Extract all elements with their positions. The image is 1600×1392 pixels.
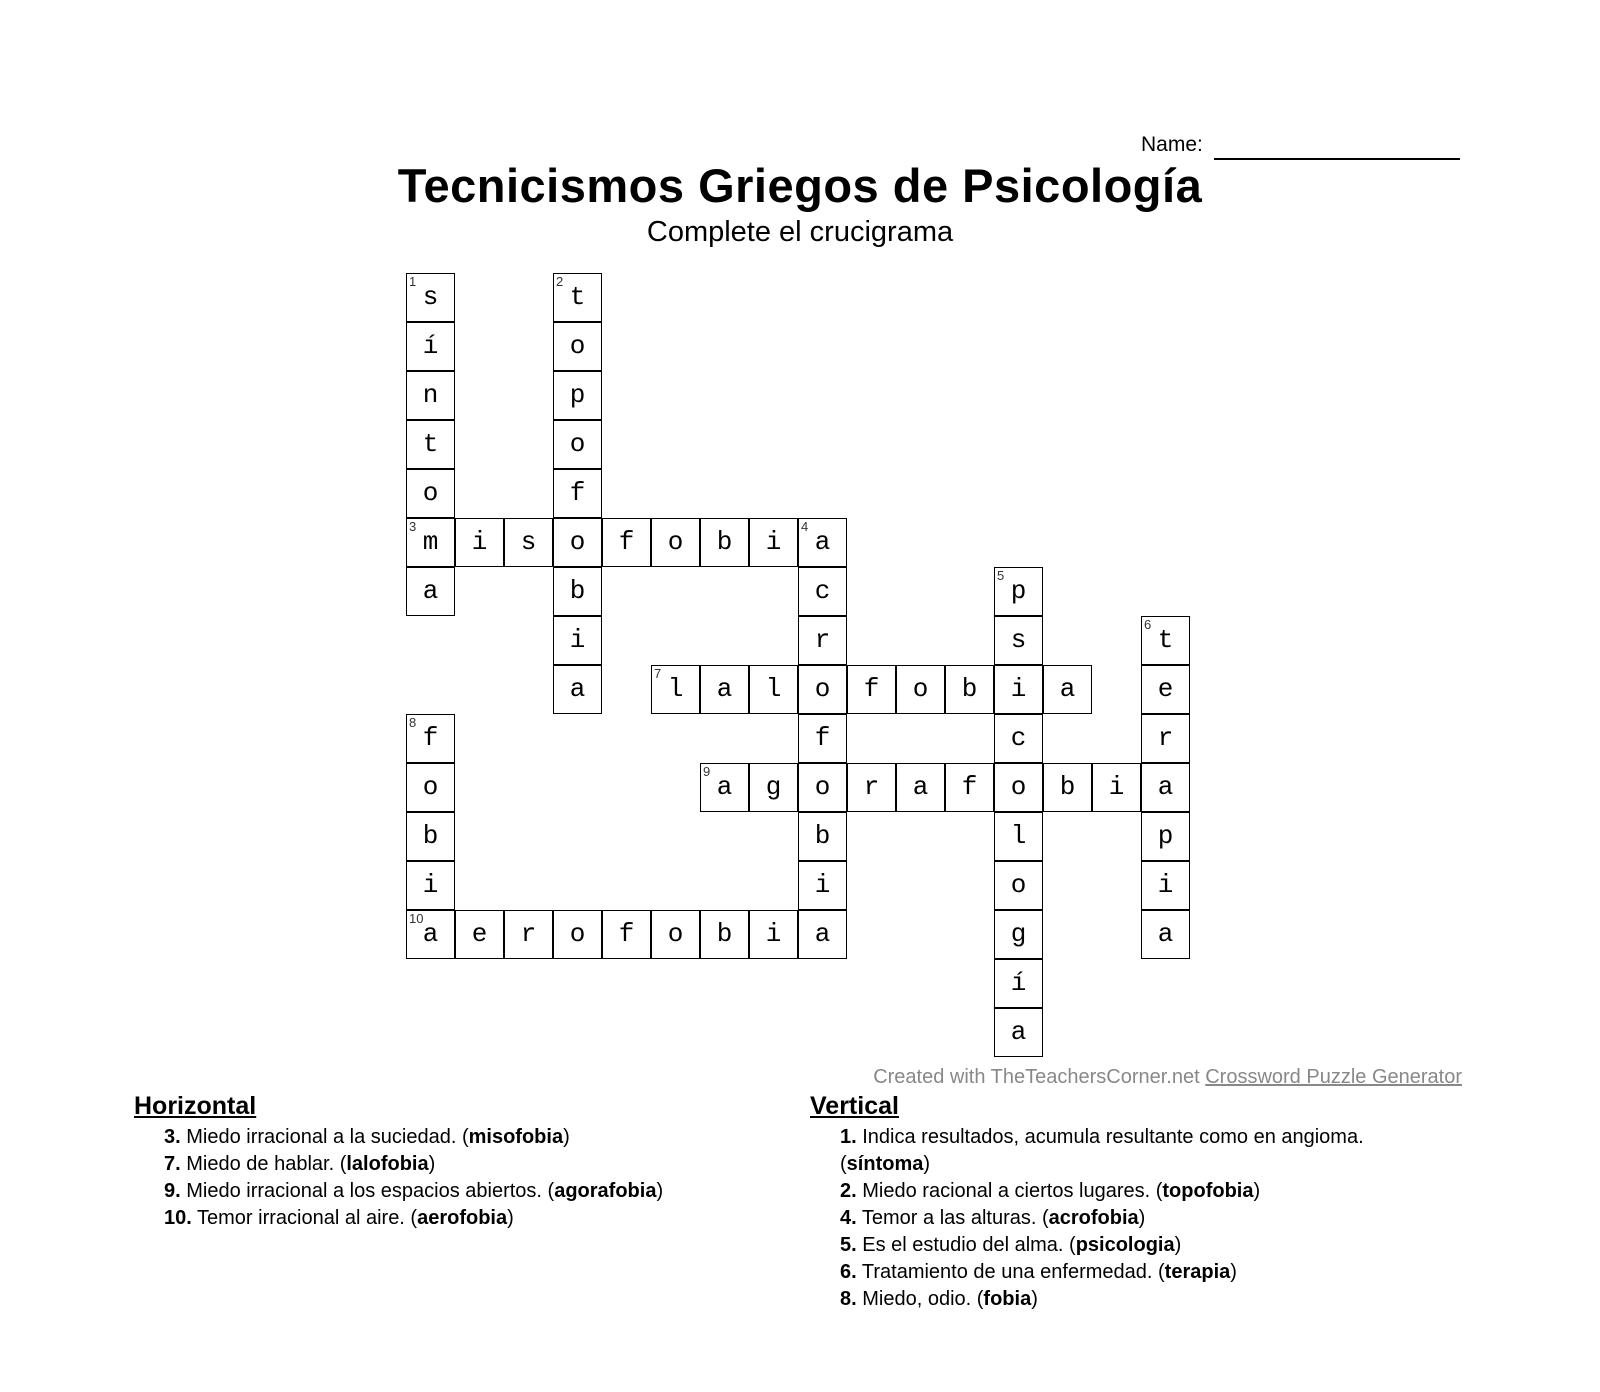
grid-cell[interactable] bbox=[1141, 616, 1190, 665]
clue-number: 9 bbox=[703, 764, 711, 779]
grid-cell[interactable] bbox=[553, 616, 602, 665]
grid-cell[interactable] bbox=[945, 665, 994, 714]
grid-cell[interactable] bbox=[798, 861, 847, 910]
cell-letter: c bbox=[1010, 723, 1027, 753]
cell-letter: i bbox=[1010, 674, 1027, 704]
cell-letter: m bbox=[422, 527, 439, 557]
cell-letter: b bbox=[961, 674, 978, 704]
page-title: Tecnicismos Griegos de Psicología bbox=[397, 159, 1203, 212]
cell-letter: c bbox=[814, 576, 831, 606]
cell-letter: f bbox=[863, 674, 880, 704]
grid-cell[interactable] bbox=[994, 567, 1043, 616]
grid-cell[interactable] bbox=[700, 910, 749, 959]
clue-item: 3. Miedo irracional a la suciedad. (misofobia) bbox=[164, 1126, 570, 1148]
cell-letter: e bbox=[1157, 674, 1174, 704]
grid-cell[interactable] bbox=[406, 910, 455, 959]
cell-letter: f bbox=[569, 478, 586, 508]
clue-number: 10 bbox=[409, 911, 424, 926]
clue-number: 4 bbox=[801, 519, 809, 534]
grid-cell[interactable] bbox=[798, 665, 847, 714]
grid-cell[interactable] bbox=[1043, 763, 1092, 812]
clue-item: 5. Es el estudio del alma. (psicologia) bbox=[840, 1234, 1182, 1256]
page-subtitle: Complete el crucigrama bbox=[646, 216, 954, 248]
cell-letter: g bbox=[765, 772, 782, 802]
grid-cell[interactable] bbox=[700, 518, 749, 567]
cell-letter: í bbox=[422, 331, 439, 361]
grid-cell[interactable] bbox=[847, 665, 896, 714]
clue-item: 9. Miedo irracional a los espacios abiertos. (agorafobia) bbox=[164, 1180, 664, 1202]
cell-letter: s bbox=[520, 527, 537, 557]
cell-letter: f bbox=[422, 723, 439, 753]
cell-letter: g bbox=[1010, 919, 1027, 949]
grid-cell[interactable] bbox=[896, 763, 945, 812]
clue-item: 4. Temor a las alturas. (acrofobia) bbox=[840, 1207, 1146, 1229]
cell-letter: i bbox=[422, 870, 439, 900]
grid-cell[interactable] bbox=[553, 518, 602, 567]
credit-line bbox=[710, 1066, 1462, 1089]
cell-letter: i bbox=[1108, 772, 1125, 802]
grid-cell[interactable] bbox=[1141, 812, 1190, 861]
cell-letter: o bbox=[569, 331, 586, 361]
grid-cell[interactable] bbox=[749, 665, 798, 714]
cell-letter: o bbox=[667, 919, 684, 949]
cell-letter: r bbox=[863, 772, 880, 802]
vertical-clues bbox=[810, 1093, 1400, 1313]
grid-cell[interactable] bbox=[1141, 714, 1190, 763]
cell-letter: í bbox=[1010, 968, 1027, 998]
grid-cell[interactable] bbox=[798, 567, 847, 616]
grid-cell[interactable] bbox=[798, 518, 847, 567]
cell-letter: s bbox=[422, 282, 439, 312]
cell-letter: r bbox=[1157, 723, 1174, 753]
grid-cell[interactable] bbox=[700, 763, 749, 812]
cell-letter: s bbox=[1010, 625, 1027, 655]
grid-cell[interactable] bbox=[553, 371, 602, 420]
cell-letter: o bbox=[569, 429, 586, 459]
cell-letter: o bbox=[422, 478, 439, 508]
cell-letter: b bbox=[716, 527, 733, 557]
clue-number: 6 bbox=[1144, 617, 1152, 632]
cell-letter: o bbox=[814, 674, 831, 704]
grid-cell[interactable] bbox=[700, 665, 749, 714]
grid-cell[interactable] bbox=[1141, 861, 1190, 910]
grid-cell[interactable] bbox=[749, 763, 798, 812]
cell-letter: f bbox=[618, 919, 635, 949]
grid-cell[interactable] bbox=[994, 714, 1043, 763]
grid-cell[interactable] bbox=[994, 1008, 1043, 1057]
cell-letter: l bbox=[765, 674, 782, 704]
cell-letter: o bbox=[422, 772, 439, 802]
grid-cell[interactable] bbox=[994, 616, 1043, 665]
grid-cell[interactable] bbox=[504, 910, 553, 959]
cell-letter: a bbox=[814, 919, 831, 949]
grid-cell[interactable] bbox=[651, 665, 700, 714]
cell-letter: o bbox=[569, 919, 586, 949]
grid-cell[interactable] bbox=[406, 469, 455, 518]
grid-cell[interactable] bbox=[553, 469, 602, 518]
grid-cell[interactable] bbox=[994, 812, 1043, 861]
grid-cell[interactable] bbox=[553, 910, 602, 959]
cell-letter: f bbox=[961, 772, 978, 802]
cell-letter: b bbox=[569, 576, 586, 606]
cell-letter: f bbox=[814, 723, 831, 753]
grid-cell[interactable] bbox=[602, 910, 651, 959]
grid-cell[interactable] bbox=[406, 420, 455, 469]
clue-item: 7. Miedo de hablar. (lalofobia) bbox=[164, 1153, 436, 1175]
grid-cell[interactable] bbox=[406, 567, 455, 616]
cell-letter: i bbox=[569, 625, 586, 655]
grid-cell[interactable] bbox=[749, 910, 798, 959]
clue-item: 2. Miedo racional a ciertos lugares. (topofobia) bbox=[840, 1180, 1261, 1202]
cell-letter: b bbox=[716, 919, 733, 949]
clue-number: 2 bbox=[556, 274, 564, 289]
cell-letter: b bbox=[814, 821, 831, 851]
cell-letter: r bbox=[814, 625, 831, 655]
grid-cell[interactable] bbox=[945, 763, 994, 812]
grid-cell[interactable] bbox=[994, 910, 1043, 959]
cell-letter: a bbox=[422, 919, 439, 949]
cell-letter: l bbox=[667, 674, 684, 704]
grid-cell[interactable] bbox=[455, 518, 504, 567]
grid-cell[interactable] bbox=[994, 763, 1043, 812]
clue-item: 1. Indica resultados, acumula resultante como en angioma. (síntoma) bbox=[840, 1126, 1364, 1175]
grid-cell[interactable] bbox=[651, 910, 700, 959]
grid-cell[interactable] bbox=[994, 665, 1043, 714]
cell-letter: o bbox=[667, 527, 684, 557]
clue-number: 1 bbox=[409, 274, 417, 289]
cell-letter: i bbox=[765, 919, 782, 949]
cell-letter: i bbox=[765, 527, 782, 557]
cell-letter: o bbox=[569, 527, 586, 557]
grid-cell[interactable] bbox=[406, 322, 455, 371]
grid-cell[interactable] bbox=[553, 273, 602, 322]
grid-cell[interactable] bbox=[406, 518, 455, 567]
cell-letter: t bbox=[422, 429, 439, 459]
cell-letter: a bbox=[1059, 674, 1076, 704]
grid-cell[interactable] bbox=[1043, 665, 1092, 714]
cell-letter: i bbox=[1157, 870, 1174, 900]
grid-cell[interactable] bbox=[406, 371, 455, 420]
cell-letter: a bbox=[716, 772, 733, 802]
grid-cell[interactable] bbox=[553, 420, 602, 469]
cell-letter: b bbox=[1059, 772, 1076, 802]
clue-number: 3 bbox=[409, 519, 417, 534]
cell-letter: o bbox=[1010, 772, 1027, 802]
grid-cell[interactable] bbox=[798, 616, 847, 665]
grid-cell[interactable] bbox=[406, 812, 455, 861]
cell-letter: o bbox=[1010, 870, 1027, 900]
grid-cell[interactable] bbox=[455, 910, 504, 959]
grid-cell[interactable] bbox=[406, 273, 455, 322]
clue-number: 8 bbox=[409, 715, 417, 730]
grid-cell[interactable] bbox=[1092, 763, 1141, 812]
cell-letter: a bbox=[912, 772, 929, 802]
cell-letter: b bbox=[422, 821, 439, 851]
cell-letter: t bbox=[1157, 625, 1174, 655]
credit-prefix: Created with TheTeachersCorner.net bbox=[873, 1066, 1206, 1088]
cell-letter: n bbox=[422, 380, 439, 410]
cell-letter: a bbox=[814, 527, 831, 557]
grid-cell[interactable] bbox=[798, 714, 847, 763]
cell-letter: p bbox=[569, 380, 586, 410]
grid-cell[interactable] bbox=[798, 763, 847, 812]
grid-cell[interactable] bbox=[749, 518, 798, 567]
horizontal-clues bbox=[134, 1093, 694, 1232]
cell-letter: l bbox=[1010, 821, 1027, 851]
cell-letter: a bbox=[569, 674, 586, 704]
cell-letter: a bbox=[1010, 1017, 1027, 1047]
grid-cell[interactable] bbox=[504, 518, 553, 567]
horizontal-heading: Horizontal bbox=[134, 1092, 257, 1120]
grid-cell[interactable] bbox=[553, 322, 602, 371]
grid-cell[interactable] bbox=[1141, 763, 1190, 812]
cell-letter: a bbox=[1157, 919, 1174, 949]
cell-letter: o bbox=[912, 674, 929, 704]
cell-letter: o bbox=[814, 772, 831, 802]
grid-cell[interactable] bbox=[896, 665, 945, 714]
grid-cell[interactable] bbox=[406, 714, 455, 763]
clue-item: 10. Temor irracional al aire. (aerofobia) bbox=[164, 1207, 514, 1229]
cell-letter: f bbox=[618, 527, 635, 557]
grid-cell[interactable] bbox=[651, 518, 700, 567]
vertical-heading: Vertical bbox=[810, 1092, 899, 1120]
grid-cell[interactable] bbox=[994, 861, 1043, 910]
cell-letter: r bbox=[520, 919, 537, 949]
grid-cell[interactable] bbox=[553, 567, 602, 616]
grid-cell[interactable] bbox=[406, 861, 455, 910]
clue-number: 7 bbox=[654, 666, 662, 681]
grid-cell[interactable] bbox=[1141, 910, 1190, 959]
cell-letter: a bbox=[422, 576, 439, 606]
cell-letter: t bbox=[569, 282, 586, 312]
grid-cell[interactable] bbox=[553, 665, 602, 714]
name-label: Name: bbox=[1141, 133, 1203, 156]
grid-cell[interactable] bbox=[406, 763, 455, 812]
clue-item: 6. Tratamiento de una enfermedad. (terapia) bbox=[840, 1261, 1237, 1283]
grid-cell[interactable] bbox=[798, 910, 847, 959]
grid-cell[interactable] bbox=[994, 959, 1043, 1008]
grid-cell[interactable] bbox=[602, 518, 651, 567]
cell-letter: i bbox=[814, 870, 831, 900]
cell-letter: a bbox=[1157, 772, 1174, 802]
grid-cell[interactable] bbox=[1141, 665, 1190, 714]
cell-letter: p bbox=[1010, 576, 1027, 606]
clue-number: 5 bbox=[997, 568, 1005, 583]
cell-letter: e bbox=[471, 919, 488, 949]
clue-item: 8. Miedo, odio. (fobia) bbox=[840, 1288, 1038, 1310]
cell-letter: a bbox=[716, 674, 733, 704]
credit-link[interactable]: Crossword Puzzle Generator bbox=[1205, 1066, 1462, 1088]
cell-letter: p bbox=[1157, 821, 1174, 851]
cell-letter: i bbox=[471, 527, 488, 557]
grid-cell[interactable] bbox=[798, 812, 847, 861]
grid-cell[interactable] bbox=[847, 763, 896, 812]
